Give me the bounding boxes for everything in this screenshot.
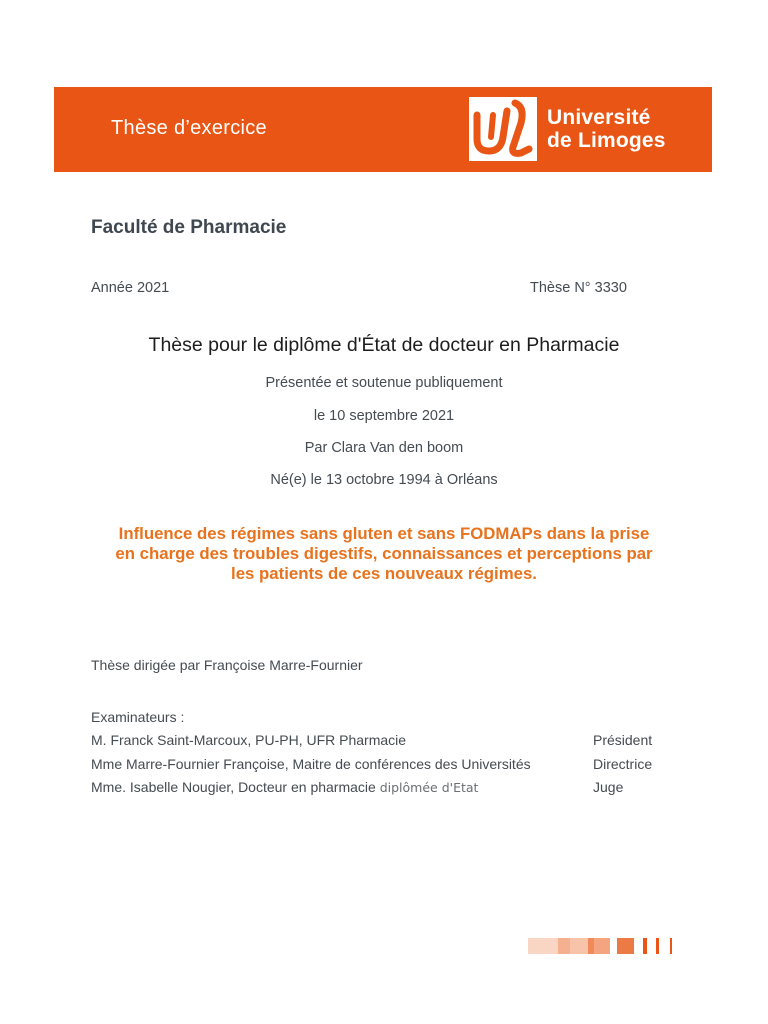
thesis-title-line-1: Influence des régimes sans gluten et sans FODMAPs dans la prise — [118, 524, 650, 543]
deco-bar — [558, 938, 570, 954]
year-label: Année 2021 — [91, 280, 170, 296]
thesis-title-line-3: les patients de ces nouveaux régimes. — [231, 564, 537, 583]
thesis-director: Thèse dirigée par Françoise Marre-Fournier — [91, 657, 363, 673]
document-type-title: Thèse d’exercice — [111, 117, 267, 139]
thesis-number: Thèse N° 3330 — [530, 280, 627, 296]
thesis-title-line-2: en charge des troubles digestifs, connaissances et perceptions par — [115, 544, 653, 563]
logo-line-2: de Limoges — [547, 129, 666, 152]
examiners-heading: Examinateurs : — [91, 709, 185, 725]
deco-bar — [643, 938, 647, 954]
deco-bar — [594, 938, 610, 954]
degree-title: Thèse pour le diplôme d'État de docteur en Pharmacie — [148, 334, 620, 356]
logo-line-1: Université — [547, 106, 651, 129]
deco-bar — [670, 938, 672, 954]
faculty-name: Faculté de Pharmacie — [91, 217, 287, 238]
deco-bar — [617, 938, 634, 954]
deco-bar — [570, 938, 588, 954]
ul-monogram-icon — [469, 97, 537, 161]
thesis-subject-title — [84, 524, 684, 584]
university-logo-text — [547, 106, 666, 152]
header-banner — [54, 87, 712, 172]
defense-date: le 10 septembre 2021 — [313, 408, 455, 424]
examiner-name — [91, 779, 478, 795]
examiner-role: Président — [593, 732, 653, 748]
deco-bar — [528, 938, 558, 954]
examiner-name-text: Mme. Isabelle Nougier, Docteur en pharmacie — [91, 779, 376, 795]
examiner-name: Mme Marre-Fournier Françoise, Maitre de conférences des Universités — [91, 756, 531, 772]
examiner-name-note: diplômée d'Etat — [379, 780, 479, 795]
examiner-role: Directrice — [593, 756, 653, 772]
deco-bar — [656, 938, 659, 954]
birth-line: Né(e) le 13 octobre 1994 à Orléans — [270, 472, 498, 488]
author-line: Par Clara Van den boom — [304, 440, 464, 456]
examiner-name: M. Franck Saint-Marcoux, PU-PH, UFR Pharmacie — [91, 732, 407, 748]
examiner-role: Juge — [593, 779, 624, 795]
presented-line: Présentée et soutenue publiquement — [265, 375, 503, 391]
